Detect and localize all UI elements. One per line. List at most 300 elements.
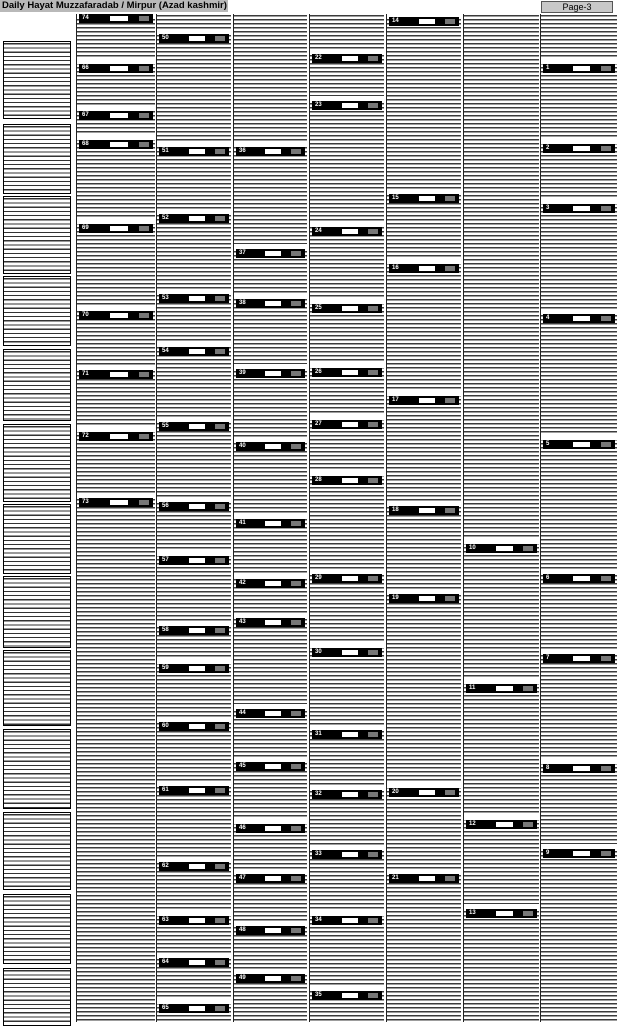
ad-number: 18 [392, 507, 399, 513]
masthead-bar [0, 0, 228, 12]
ad-header-tag [368, 993, 378, 998]
ad-number: 24 [315, 228, 322, 234]
ad-header-blank [265, 444, 281, 449]
ad-column [157, 14, 231, 1022]
ad-number: 26 [315, 369, 322, 375]
ad-number: 4 [546, 315, 550, 321]
ad-header-blank [573, 146, 590, 151]
ad-header-blank [419, 790, 435, 795]
ad-header-tag [139, 500, 149, 505]
ad-header-blank [189, 36, 205, 41]
ad-header-bar [236, 299, 305, 308]
ad-number: 65 [162, 1005, 169, 1011]
ad-header-blank [419, 266, 435, 271]
ad-header-bar [312, 574, 382, 583]
ad-header-tag [215, 504, 225, 509]
ad-header-tag [368, 56, 378, 61]
ad-header-tag [291, 876, 301, 881]
ad-header-blank [342, 306, 358, 311]
ad-number: 30 [315, 649, 322, 655]
ad-header-tag [445, 398, 455, 403]
ad-number: 1 [546, 65, 550, 71]
ad-header-blank [189, 1006, 205, 1011]
ad-header-bar [236, 762, 305, 771]
ad-number: 22 [315, 55, 322, 61]
ad-header-bar [312, 227, 382, 236]
ad-header-bar [312, 648, 382, 657]
ad-header-tag [368, 422, 378, 427]
ad-header-bar [543, 440, 615, 449]
ad-number: 52 [162, 215, 169, 221]
ad-header-tag [368, 576, 378, 581]
notice-box [3, 41, 71, 119]
ad-header-bar [389, 506, 459, 515]
ad-number: 35 [315, 992, 322, 998]
ad-header-blank [189, 504, 205, 509]
ad-header-bar [389, 594, 459, 603]
ad-header-bar [466, 544, 537, 553]
ad-header-blank [189, 558, 205, 563]
ad-header-tag [445, 876, 455, 881]
ad-number: 27 [315, 421, 322, 427]
ad-header-tag [139, 66, 149, 71]
ad-header-blank [110, 16, 127, 21]
ad-number: 68 [82, 141, 89, 147]
ad-header-tag [291, 764, 301, 769]
ad-header-tag [601, 66, 611, 71]
ad-number: 38 [239, 300, 246, 306]
ad-header-blank [573, 66, 590, 71]
ad-header-blank [342, 56, 358, 61]
ad-header-blank [573, 442, 590, 447]
ad-header-blank [342, 993, 358, 998]
ad-header-bar [159, 502, 229, 511]
ad-header-blank [342, 103, 358, 108]
ad-header-tag [139, 142, 149, 147]
ad-header-blank [265, 371, 281, 376]
ad-number: 66 [82, 65, 89, 71]
ad-number: 9 [546, 850, 550, 856]
ad-header-blank [342, 370, 358, 375]
ad-header-tag [601, 442, 611, 447]
ad-number: 8 [546, 765, 550, 771]
ad-number: 69 [82, 225, 89, 231]
ad-number: 53 [162, 295, 169, 301]
ad-header-blank [419, 196, 435, 201]
ad-header-blank [189, 864, 205, 869]
ad-header-tag [215, 788, 225, 793]
ad-header-tag [601, 206, 611, 211]
ad-number: 57 [162, 557, 169, 563]
ad-header-bar [236, 618, 305, 627]
ad-header-tag [368, 229, 378, 234]
ad-header-tag [445, 196, 455, 201]
ad-header-bar [236, 926, 305, 935]
ad-header-tag [215, 960, 225, 965]
ad-header-bar [236, 369, 305, 378]
ad-column [541, 14, 617, 1022]
ad-header-bar [79, 311, 153, 320]
ad-header-tag [139, 226, 149, 231]
notice-box [3, 424, 71, 502]
ad-header-bar [389, 874, 459, 883]
ad-header-bar [159, 1004, 229, 1013]
ad-number: 41 [239, 520, 246, 526]
ad-number: 73 [82, 499, 89, 505]
ad-header-bar [159, 34, 229, 43]
ad-number: 32 [315, 791, 322, 797]
ad-header-tag [215, 216, 225, 221]
ad-header-blank [110, 66, 127, 71]
ad-column [464, 14, 539, 1022]
ad-header-bar [312, 54, 382, 63]
ad-header-bar [389, 264, 459, 273]
notice-column [0, 14, 74, 1022]
ad-header-blank [342, 732, 358, 737]
ad-header-tag [368, 306, 378, 311]
ad-header-bar [236, 709, 305, 718]
ad-number: 61 [162, 787, 169, 793]
notice-box [3, 894, 71, 964]
notice-box [3, 812, 71, 890]
ad-number: 37 [239, 250, 246, 256]
ad-header-tag [523, 686, 533, 691]
page-number-box [541, 1, 613, 13]
ad-number: 39 [239, 370, 246, 376]
ad-header-tag [291, 711, 301, 716]
ad-header-blank [110, 372, 127, 377]
ad-header-blank [265, 301, 281, 306]
ad-number: 62 [162, 863, 169, 869]
ad-header-bar [543, 64, 615, 73]
ad-header-tag [601, 656, 611, 661]
ad-column [77, 14, 155, 1022]
ad-header-bar [79, 111, 153, 120]
ad-header-bar [312, 790, 382, 799]
ad-header-tag [523, 546, 533, 551]
ad-header-blank [189, 149, 205, 154]
page-number-label: Page-3 [562, 2, 592, 12]
ad-header-bar [543, 204, 615, 213]
ad-header-blank [110, 226, 127, 231]
ad-header-bar [159, 556, 229, 565]
ad-header-tag [139, 434, 149, 439]
ad-number: 28 [315, 477, 322, 483]
ad-header-tag [601, 766, 611, 771]
ad-header-bar [236, 249, 305, 258]
ad-header-bar [159, 664, 229, 673]
ad-number: 58 [162, 627, 169, 633]
ad-header-blank [110, 313, 127, 318]
ad-header-bar [79, 14, 153, 23]
ad-header-bar [159, 422, 229, 431]
ad-header-bar [159, 786, 229, 795]
notice-box [3, 576, 71, 648]
ad-header-tag [523, 911, 533, 916]
notice-box [3, 196, 71, 274]
ad-header-bar [79, 370, 153, 379]
ad-header-tag [215, 864, 225, 869]
ad-header-blank [265, 149, 281, 154]
ad-header-blank [265, 581, 281, 586]
ad-number: 20 [392, 789, 399, 795]
ad-header-bar [312, 916, 382, 925]
ad-header-tag [368, 792, 378, 797]
ad-header-bar [159, 958, 229, 967]
ad-header-blank [342, 852, 358, 857]
ad-header-blank [189, 666, 205, 671]
ad-number: 47 [239, 875, 246, 881]
ad-header-bar [159, 916, 229, 925]
ad-header-tag [368, 478, 378, 483]
ad-header-bar [466, 820, 537, 829]
ad-header-blank [110, 113, 127, 118]
ad-header-bar [159, 347, 229, 356]
ad-header-bar [312, 304, 382, 313]
ad-header-blank [419, 876, 435, 881]
ad-header-blank [265, 876, 281, 881]
ad-header-blank [419, 398, 435, 403]
ad-number: 14 [392, 18, 399, 24]
ad-header-bar [312, 101, 382, 110]
ad-header-tag [445, 508, 455, 513]
ad-header-blank [342, 229, 358, 234]
ad-header-blank [265, 928, 281, 933]
ad-header-tag [291, 371, 301, 376]
ad-header-tag [215, 558, 225, 563]
ad-number: 59 [162, 665, 169, 671]
ad-header-blank [265, 521, 281, 526]
ad-number: 55 [162, 423, 169, 429]
ad-header-tag [139, 313, 149, 318]
ad-header-blank [189, 724, 205, 729]
ad-header-blank [573, 766, 590, 771]
ad-header-bar [236, 147, 305, 156]
notice-box [3, 504, 71, 574]
newspaper-page [0, 14, 617, 1022]
ad-header-tag [139, 16, 149, 21]
ad-header-bar [543, 144, 615, 153]
ad-header-tag [215, 724, 225, 729]
ad-header-blank [573, 656, 590, 661]
ad-header-tag [368, 650, 378, 655]
ad-number: 67 [82, 112, 89, 118]
ad-header-tag [601, 316, 611, 321]
ad-header-bar [312, 991, 382, 1000]
ad-number: 46 [239, 825, 246, 831]
ad-header-tag [215, 628, 225, 633]
ad-header-tag [368, 852, 378, 857]
ad-header-tag [215, 918, 225, 923]
masthead-title: Daily Hayat Muzzafaradab / Mirpur (Azad kashmir) [2, 0, 227, 11]
ad-number: 2 [546, 145, 550, 151]
ad-header-blank [189, 918, 205, 923]
ad-header-tag [215, 666, 225, 671]
ad-header-blank [342, 650, 358, 655]
ad-header-blank [265, 764, 281, 769]
ad-header-bar [466, 684, 537, 693]
ad-header-bar [236, 579, 305, 588]
ad-header-tag [139, 113, 149, 118]
ad-header-blank [189, 424, 205, 429]
ad-number: 19 [392, 595, 399, 601]
notice-box [3, 124, 71, 194]
ad-header-bar [543, 654, 615, 663]
ad-header-blank [419, 508, 435, 513]
ad-header-tag [215, 424, 225, 429]
ad-header-bar [543, 314, 615, 323]
ad-header-bar [79, 140, 153, 149]
ad-header-tag [368, 918, 378, 923]
ad-column [387, 14, 461, 1022]
ad-header-bar [159, 626, 229, 635]
ad-number: 43 [239, 619, 246, 625]
ad-header-blank [496, 546, 513, 551]
ad-number: 25 [315, 305, 322, 311]
ad-number: 40 [239, 443, 246, 449]
ad-header-blank [265, 711, 281, 716]
ad-number: 31 [315, 731, 322, 737]
ad-header-tag [445, 19, 455, 24]
ad-number: 29 [315, 575, 322, 581]
ad-header-blank [110, 142, 127, 147]
ad-header-blank [496, 686, 513, 691]
ad-header-blank [110, 500, 127, 505]
ad-header-tag [445, 596, 455, 601]
ad-number: 12 [469, 821, 476, 827]
ad-header-bar [236, 974, 305, 983]
ad-header-blank [496, 822, 513, 827]
notice-box [3, 650, 71, 726]
ad-header-bar [79, 224, 153, 233]
ad-header-bar [312, 850, 382, 859]
ad-number: 70 [82, 312, 89, 318]
ad-number: 21 [392, 875, 399, 881]
ad-header-bar [79, 64, 153, 73]
ad-number: 72 [82, 433, 89, 439]
ad-header-tag [601, 576, 611, 581]
ad-number: 74 [82, 15, 89, 21]
ad-header-blank [265, 976, 281, 981]
ad-header-bar [236, 519, 305, 528]
ad-header-tag [523, 822, 533, 827]
ad-header-bar [389, 788, 459, 797]
ad-number: 71 [82, 371, 89, 377]
ad-header-blank [189, 296, 205, 301]
ad-number: 49 [239, 975, 246, 981]
ad-number: 56 [162, 503, 169, 509]
ad-header-bar [312, 730, 382, 739]
ad-header-bar [389, 17, 459, 26]
ad-header-tag [215, 149, 225, 154]
ad-header-tag [291, 976, 301, 981]
ad-number: 54 [162, 348, 169, 354]
ad-header-tag [368, 103, 378, 108]
ad-header-bar [543, 764, 615, 773]
ad-number: 17 [392, 397, 399, 403]
ad-number: 11 [469, 685, 476, 691]
ad-header-tag [291, 928, 301, 933]
ad-header-bar [466, 909, 537, 918]
ad-header-tag [291, 149, 301, 154]
ad-header-bar [389, 194, 459, 203]
ad-header-tag [139, 372, 149, 377]
notice-box [3, 276, 71, 346]
ad-header-blank [110, 434, 127, 439]
ad-header-blank [419, 596, 435, 601]
ad-column [234, 14, 307, 1022]
ad-header-bar [389, 396, 459, 405]
ad-header-tag [291, 826, 301, 831]
ad-header-tag [291, 301, 301, 306]
ad-header-tag [215, 1006, 225, 1011]
ad-header-bar [159, 722, 229, 731]
ad-number: 44 [239, 710, 246, 716]
ad-number: 7 [546, 655, 550, 661]
ad-header-bar [159, 862, 229, 871]
ad-header-blank [342, 422, 358, 427]
ad-column [310, 14, 384, 1022]
ad-header-blank [265, 826, 281, 831]
ad-number: 48 [239, 927, 246, 933]
notice-box [3, 729, 71, 809]
ad-header-blank [265, 620, 281, 625]
notice-box [3, 349, 71, 421]
ad-header-blank [342, 918, 358, 923]
ad-number: 6 [546, 575, 550, 581]
ad-header-tag [291, 581, 301, 586]
ad-header-bar [236, 874, 305, 883]
ad-number: 45 [239, 763, 246, 769]
ad-number: 36 [239, 148, 246, 154]
ad-number: 3 [546, 205, 550, 211]
ad-number: 60 [162, 723, 169, 729]
ad-number: 33 [315, 851, 322, 857]
ad-header-blank [189, 349, 205, 354]
ad-header-blank [573, 316, 590, 321]
ad-number: 51 [162, 148, 169, 154]
ad-header-tag [601, 851, 611, 856]
ad-header-bar [79, 432, 153, 441]
ad-header-bar [312, 368, 382, 377]
ad-header-blank [573, 206, 590, 211]
ad-header-tag [291, 444, 301, 449]
ad-header-blank [189, 216, 205, 221]
ad-number: 34 [315, 917, 322, 923]
ad-header-bar [79, 498, 153, 507]
ad-header-bar [312, 476, 382, 485]
ad-header-bar [159, 294, 229, 303]
ad-number: 5 [546, 441, 550, 447]
ad-header-tag [291, 251, 301, 256]
ad-number: 23 [315, 102, 322, 108]
ad-number: 50 [162, 35, 169, 41]
ad-header-bar [159, 214, 229, 223]
ad-header-tag [215, 36, 225, 41]
ad-header-blank [573, 851, 590, 856]
ad-header-blank [342, 478, 358, 483]
ad-header-bar [312, 420, 382, 429]
notice-box [3, 968, 71, 1026]
ad-number: 42 [239, 580, 246, 586]
ad-number: 63 [162, 917, 169, 923]
ad-header-tag [291, 620, 301, 625]
ad-header-tag [215, 296, 225, 301]
ad-header-blank [496, 911, 513, 916]
ad-header-tag [601, 146, 611, 151]
ad-header-blank [342, 792, 358, 797]
ad-header-blank [342, 576, 358, 581]
